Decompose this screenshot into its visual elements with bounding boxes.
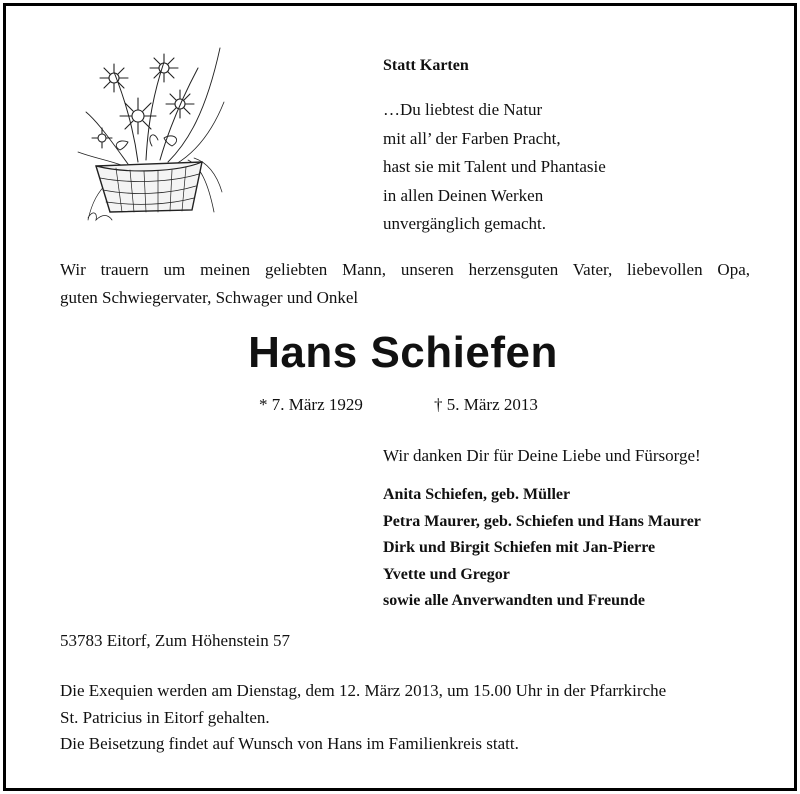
family-member: Anita Schiefen, geb. Müller [383,486,571,503]
funeral-details-line: Die Exequien werden am Dienstag, dem 12. März 2013, um 15.00 Uhr in der Pfarrkirche [60,681,667,700]
family-member: sowie alle Anverwandten und Freunde [383,592,645,609]
funeral-details [60,678,750,758]
address: 53783 Eitorf, Zum Höhenstein 57 [60,631,290,650]
poem-line: mit all’ der Farben Pracht, [383,128,561,148]
poem-line: in allen Deinen Werken [383,185,544,205]
thanks-line: Wir danken Dir für Deine Liebe und Fürsorge! [383,446,701,465]
funeral-details-line: Die Beisetzung findet auf Wunsch von Hans im Familienkreis statt. [60,734,519,753]
death-date: † 5. März 2013 [434,395,538,414]
poem-line: …Du liebtest die Natur [383,100,543,119]
obituary-notice [3,3,797,791]
birth-date: * 7. März 1929 [259,395,363,414]
family-list [383,482,701,615]
family-member: Petra Maurer, geb. Schiefen und Hans Maurer [383,512,701,530]
poem [383,96,606,239]
notice-heading: Statt Karten [383,57,469,74]
mourning-statement-line: guten Schwiegervater, Schwager und Onkel [60,288,359,307]
mourning-statement-line: Wir trauern um meinen geliebten Mann, unseren herzensguten Vater, liebevollen Opa, [60,260,750,279]
family-member: Dirk und Birgit Schiefen mit Jan-Pierre [383,539,656,556]
poem-line: unvergänglich gemacht. [383,214,547,234]
funeral-details-line: St. Patricius in Eitorf gehalten. [60,707,270,727]
mourning-statement [60,256,750,312]
flower-basket-sketch-icon [68,42,228,224]
deceased-name: Hans Schiefen [248,328,558,377]
poem-line: hast sie mit Talent und Phantasie [383,157,606,177]
family-member: Yvette und Gregor [383,565,510,583]
